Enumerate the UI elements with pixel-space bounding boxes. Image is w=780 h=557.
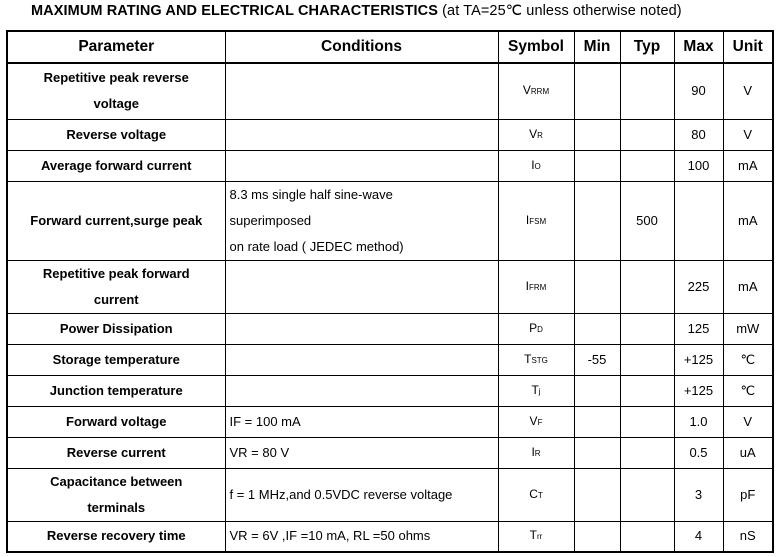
max-cell <box>674 181 723 260</box>
conditions-cell <box>225 437 498 468</box>
conditions-cell <box>225 406 498 437</box>
parameter-label: Reverse voltage <box>66 126 167 142</box>
header-typ: Typ <box>620 31 674 63</box>
symbol-letter: T <box>531 382 539 397</box>
parameter-label: Forward current,surge peak <box>30 212 203 228</box>
parameter-cell <box>7 313 225 344</box>
min-cell <box>574 150 620 181</box>
min-cell <box>574 313 620 344</box>
symbol-cell <box>498 468 574 521</box>
parameter-cell <box>7 468 225 521</box>
conditions-cell <box>225 344 498 375</box>
symbol-subscript: rr <box>537 532 543 542</box>
symbol-cell <box>498 344 574 375</box>
symbol-subscript: R <box>534 448 541 458</box>
symbol-letter: V <box>529 413 538 428</box>
parameter-label: Average forward current <box>40 157 192 173</box>
conditions-cell <box>225 119 498 150</box>
max-cell: 125 <box>674 313 723 344</box>
parameter-label: Capacitance between terminals <box>50 473 183 515</box>
symbol-letter: T <box>524 351 532 366</box>
parameter-label: Repetitive peak reverse voltage <box>43 70 189 112</box>
header-unit: Unit <box>723 31 773 63</box>
page-title <box>31 3 682 19</box>
max-cell: 1.0 <box>674 406 723 437</box>
title-main: MAXIMUM RATING AND ELECTRICAL CHARACTERISTICS <box>31 3 438 19</box>
max-cell: 100 <box>674 150 723 181</box>
parameter-cell <box>7 181 225 260</box>
symbol-letter: I <box>525 278 529 293</box>
max-cell: 4 <box>674 521 723 552</box>
symbol-subscript: D <box>537 324 543 334</box>
min-cell <box>574 468 620 521</box>
symbol-subscript: j <box>538 386 541 396</box>
unit-cell: V <box>723 406 773 437</box>
symbol-subscript: STG <box>531 355 548 365</box>
table-row <box>7 63 773 119</box>
parameter-cell <box>7 119 225 150</box>
symbol-cell <box>498 181 574 260</box>
parameter-label: Reverse recovery time <box>46 528 186 544</box>
max-cell: 0.5 <box>674 437 723 468</box>
min-cell <box>574 375 620 406</box>
unit-cell: mA <box>723 181 773 260</box>
conditions-cell <box>225 63 498 119</box>
parameter-label: Repetitive peak forward current <box>42 265 190 307</box>
typ-cell: 500 <box>620 181 674 260</box>
symbol-cell <box>498 150 574 181</box>
unit-cell: uA <box>723 437 773 468</box>
conditions-cell <box>225 375 498 406</box>
conditions-cell <box>225 521 498 552</box>
symbol-cell <box>498 521 574 552</box>
unit-cell: V <box>723 63 773 119</box>
table-row <box>7 521 773 552</box>
table-row <box>7 468 773 521</box>
conditions-cell <box>225 313 498 344</box>
min-cell <box>574 119 620 150</box>
unit-cell: mA <box>723 150 773 181</box>
table-row <box>7 406 773 437</box>
symbol-letter: V <box>522 83 531 98</box>
condition-line: VR = 80 V <box>229 444 290 460</box>
header-parameter: Parameter <box>7 31 225 63</box>
unit-cell: V <box>723 119 773 150</box>
parameter-label: Forward voltage <box>66 413 167 429</box>
symbol-letter: I <box>531 157 535 172</box>
max-cell: 3 <box>674 468 723 521</box>
min-cell <box>574 437 620 468</box>
symbol-subscript: F <box>537 417 543 427</box>
typ-cell <box>620 375 674 406</box>
characteristics-table <box>6 30 774 553</box>
condition-line: 8.3 ms single half sine-wave <box>229 186 393 202</box>
condition-line: superimposed <box>229 212 312 228</box>
min-cell <box>574 181 620 260</box>
symbol-cell <box>498 63 574 119</box>
typ-cell <box>620 150 674 181</box>
typ-cell <box>620 313 674 344</box>
typ-cell <box>620 521 674 552</box>
typ-cell <box>620 468 674 521</box>
typ-cell <box>620 406 674 437</box>
typ-cell <box>620 344 674 375</box>
parameter-cell <box>7 260 225 313</box>
max-cell: 90 <box>674 63 723 119</box>
parameter-cell <box>7 521 225 552</box>
header-conditions: Conditions <box>225 31 498 63</box>
parameter-label: Junction temperature <box>49 382 183 398</box>
parameter-cell <box>7 406 225 437</box>
header-max: Max <box>674 31 723 63</box>
table-row <box>7 437 773 468</box>
parameter-cell <box>7 375 225 406</box>
conditions-cell <box>225 150 498 181</box>
symbol-letter: P <box>529 320 538 335</box>
title-note: (at TA=25℃ unless otherwise noted) <box>438 3 682 19</box>
symbol-cell <box>498 375 574 406</box>
table-body <box>7 63 773 552</box>
unit-cell: pF <box>723 468 773 521</box>
unit-cell: ℃ <box>723 375 773 406</box>
typ-cell <box>620 63 674 119</box>
unit-cell: nS <box>723 521 773 552</box>
table-row <box>7 375 773 406</box>
min-cell <box>574 521 620 552</box>
parameter-label: Power Dissipation <box>59 320 173 336</box>
symbol-subscript: FRM <box>529 282 547 292</box>
condition-line: f = 1 MHz,and 0.5VDC reverse voltage <box>229 486 453 502</box>
conditions-cell <box>225 468 498 521</box>
unit-cell: mA <box>723 260 773 313</box>
min-cell <box>574 406 620 437</box>
conditions-cell <box>225 181 498 260</box>
symbol-subscript: RRM <box>530 87 550 97</box>
min-cell <box>574 63 620 119</box>
table-row <box>7 150 773 181</box>
symbol-cell <box>498 406 574 437</box>
parameter-cell <box>7 150 225 181</box>
parameter-cell <box>7 63 225 119</box>
condition-line: IF = 100 mA <box>229 413 301 429</box>
parameter-label: Reverse current <box>66 444 166 460</box>
symbol-letter: V <box>529 126 538 141</box>
parameter-cell <box>7 437 225 468</box>
max-cell: 80 <box>674 119 723 150</box>
symbol-cell <box>498 260 574 313</box>
unit-cell: ℃ <box>723 344 773 375</box>
symbol-letter: I <box>525 212 530 227</box>
symbol-subscript: FSM <box>529 216 547 226</box>
parameter-cell <box>7 344 225 375</box>
symbol-subscript: T <box>537 490 543 500</box>
min-cell <box>574 260 620 313</box>
max-cell: +125 <box>674 344 723 375</box>
symbol-cell <box>498 313 574 344</box>
symbol-letter: T <box>529 528 537 543</box>
table-row <box>7 344 773 375</box>
table-row <box>7 260 773 313</box>
header-min: Min <box>574 31 620 63</box>
typ-cell <box>620 119 674 150</box>
unit-cell: mW <box>723 313 773 344</box>
table-row <box>7 181 773 260</box>
symbol-subscript: R <box>537 130 543 140</box>
header-row <box>7 31 773 63</box>
table-row <box>7 313 773 344</box>
symbol-letter: C <box>529 486 538 501</box>
typ-cell <box>620 260 674 313</box>
table-row <box>7 119 773 150</box>
min-cell: -55 <box>574 344 620 375</box>
conditions-cell <box>225 260 498 313</box>
max-cell: +125 <box>674 375 723 406</box>
symbol-cell <box>498 119 574 150</box>
parameter-label: Storage temperature <box>52 351 180 367</box>
symbol-cell <box>498 437 574 468</box>
header-symbol: Symbol <box>498 31 574 63</box>
typ-cell <box>620 437 674 468</box>
symbol-letter: I <box>531 444 535 459</box>
symbol-subscript: O <box>534 161 541 171</box>
max-cell: 225 <box>674 260 723 313</box>
condition-line: on rate load ( JEDEC method) <box>229 238 404 254</box>
condition-line: VR = 6V ,IF =10 mA, RL =50 ohms <box>229 528 431 544</box>
